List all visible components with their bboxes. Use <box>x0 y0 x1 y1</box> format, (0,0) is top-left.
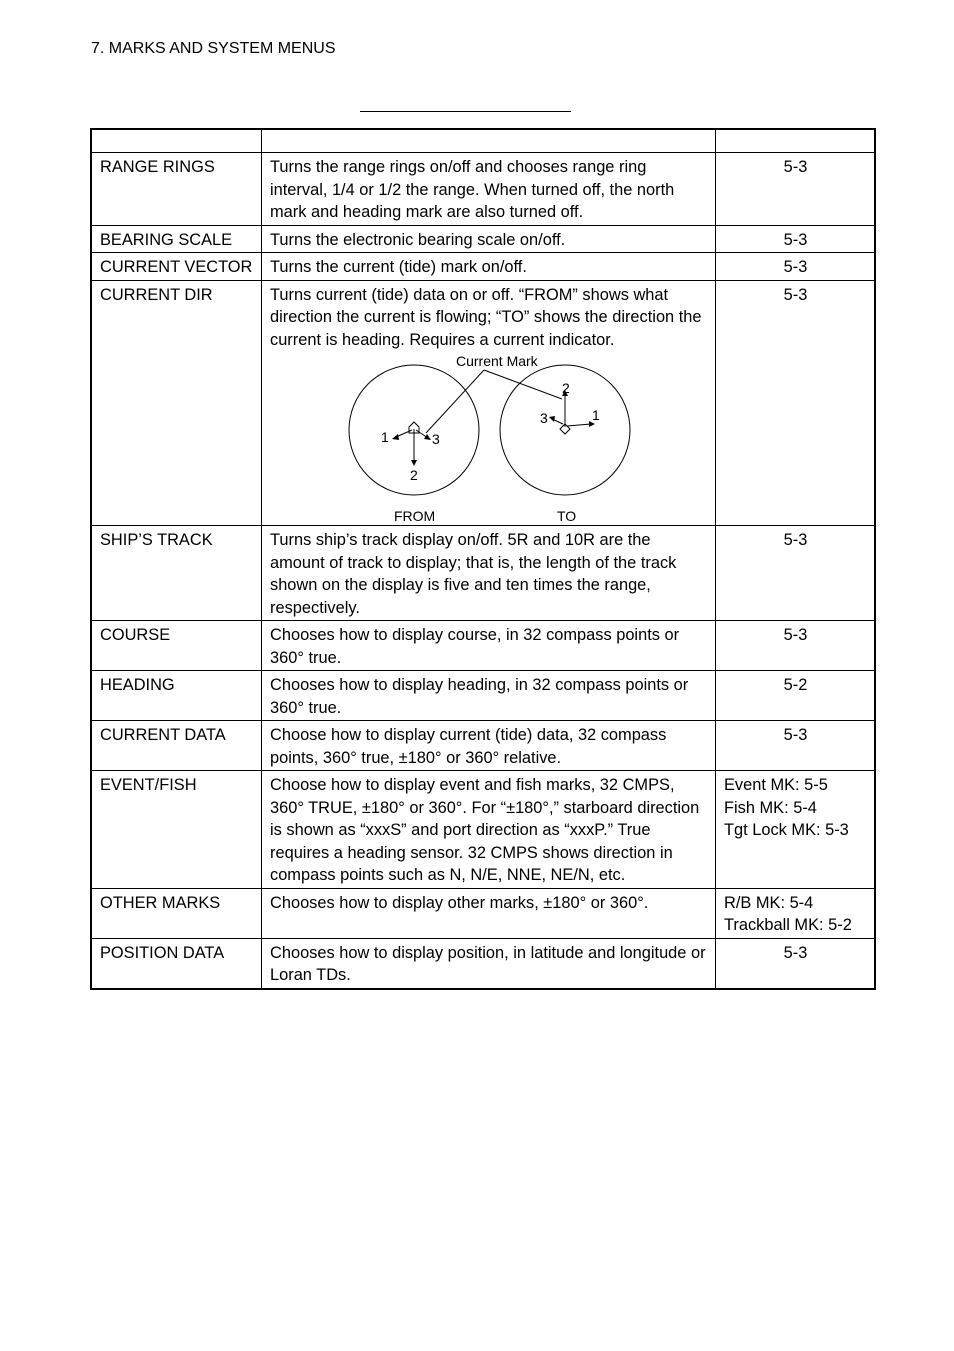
item-reference: 5-3 <box>716 253 876 281</box>
item-reference <box>716 771 876 889</box>
table-row <box>91 671 875 721</box>
arrowhead-icon <box>424 434 431 440</box>
header-cell-description <box>262 129 716 153</box>
item-name: CURRENT DIR <box>91 280 262 526</box>
item-name: RANGE RINGS <box>91 153 262 226</box>
item-name: CURRENT DATA <box>91 721 262 771</box>
item-name: POSITION DATA <box>91 938 262 989</box>
item-reference: 5-3 <box>716 938 876 989</box>
item-name: OTHER MARKS <box>91 888 262 938</box>
item-name: BEARING SCALE <box>91 225 262 253</box>
from-label-2: 2 <box>410 467 418 483</box>
item-description: Choose how to display current (tide) data, 32 compass points, 360° true, ±180° or 360° relative. <box>262 721 716 771</box>
to-label-1: 1 <box>592 407 600 423</box>
table-header-row <box>91 129 875 153</box>
table-row <box>91 225 875 253</box>
reference-line: R/B MK: 5-4 <box>724 893 814 912</box>
table-row <box>91 621 875 671</box>
item-description: Choose how to display event and fish marks, 32 CMPS, 360° TRUE, ±180° or 360°. For “±180°,” starboard direction is shown as “xxxS” and port direction as “xxxP.” True requires a heading sensor. 32 CMPS shows direction in compass points such as N, N/E, NNE, NE/N, etc. <box>262 771 716 889</box>
item-reference: 5-3 <box>716 526 876 621</box>
reference-line: Trackball MK: 5-2 <box>724 916 852 934</box>
item-description: Turns ship’s track display on/off. 5R and 10R are the amount of track to display; that is, the length of the track shown on the display is five and ten times the range, respectively. <box>262 526 716 621</box>
item-reference: 5-3 <box>716 621 876 671</box>
item-description: Chooses how to display position, in latitude and longitude or Loran TDs. <box>262 938 716 989</box>
item-reference: 5-3 <box>716 721 876 771</box>
table-row <box>91 280 875 526</box>
item-description: Turns the electronic bearing scale on/off. <box>262 225 716 253</box>
header-cell-item <box>91 129 262 153</box>
title-underline <box>360 111 571 112</box>
table-row <box>91 153 875 226</box>
item-reference: 5-3 <box>716 280 876 526</box>
item-name: HEADING <box>91 671 262 721</box>
table-row <box>91 526 875 621</box>
current-direction-diagram <box>270 354 708 524</box>
to-label-3: 3 <box>540 410 548 426</box>
page-header: 7. MARKS AND SYSTEM MENUS <box>91 40 336 57</box>
arrowhead-icon <box>549 416 555 422</box>
item-description: Turns the range rings on/off and chooses range ring interval, 1/4 or 1/2 the range. When turned off, the north mark and heading mark are also turned off. <box>262 153 716 226</box>
item-reference: 5-2 <box>716 671 876 721</box>
item-description: Chooses how to display course, in 32 compass points or 360° true. <box>262 621 716 671</box>
table-row <box>91 938 875 989</box>
item-description-with-figure <box>262 280 716 526</box>
to-arrow-right <box>567 424 591 426</box>
header-cell-reference <box>716 129 876 153</box>
item-description: Chooses how to display heading, in 32 compass points or 360° true. <box>262 671 716 721</box>
item-reference: 5-3 <box>716 153 876 226</box>
item-reference <box>716 888 876 938</box>
from-label-3: 3 <box>432 431 440 447</box>
table-row <box>91 253 875 281</box>
table-row <box>91 721 875 771</box>
reference-line: Event MK: 5-5 <box>724 776 828 794</box>
arrowhead-icon <box>392 434 399 440</box>
from-caption: FROM <box>394 508 436 524</box>
callout-label: Current Mark <box>456 354 538 369</box>
item-description: Turns the current (tide) mark on/off. <box>262 253 716 281</box>
item-name: CURRENT VECTOR <box>91 253 262 281</box>
item-name: SHIP’S TRACK <box>91 526 262 621</box>
item-description: Turns current (tide) data on or off. “FROM” shows what direction the current is flowing; “TO” shows the direction the current is heading. Requires a current indicator. <box>270 285 702 349</box>
to-label-2: 2 <box>562 380 570 396</box>
table-row <box>91 888 875 938</box>
menu-table <box>90 128 876 990</box>
reference-line: Tgt Lock MK: 5-3 <box>724 821 849 839</box>
item-name: EVENT/FISH <box>91 771 262 889</box>
callout-leader-to <box>484 370 562 399</box>
arrowhead-icon <box>411 460 417 466</box>
to-caption: TO <box>557 508 577 524</box>
item-reference: 5-3 <box>716 225 876 253</box>
from-label-1: 1 <box>381 429 389 445</box>
item-description: Chooses how to display other marks, ±180° or 360°. <box>262 888 716 938</box>
table-row <box>91 771 875 889</box>
item-name: COURSE <box>91 621 262 671</box>
reference-line: Fish MK: 5-4 <box>724 798 817 817</box>
